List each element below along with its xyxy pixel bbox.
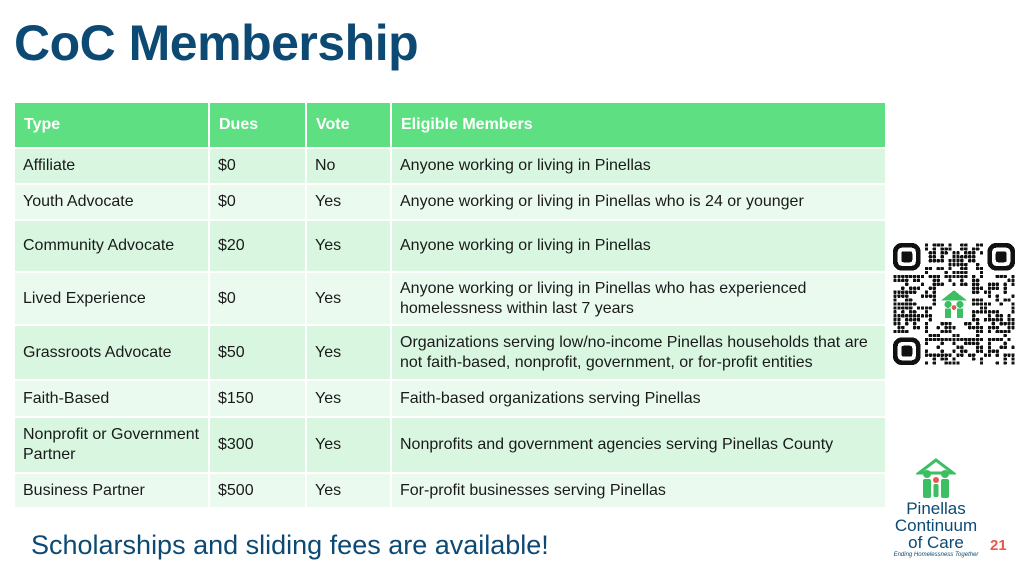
cell-dues: $50 (209, 325, 306, 380)
header-eligible-members: Eligible Members (391, 102, 886, 148)
cell-type: Faith-Based (14, 380, 209, 417)
cell-vote: Yes (306, 417, 391, 473)
cell-eligible: Anyone working or living in Pinellas (391, 148, 886, 184)
table-header-row (14, 102, 886, 148)
table-row (14, 473, 886, 508)
cell-eligible: Faith-based organizations serving Pinellas (391, 380, 886, 417)
cell-eligible: Anyone working or living in Pinellas (391, 220, 886, 272)
cell-vote: No (306, 148, 391, 184)
cell-eligible: Anyone working or living in Pinellas who has experienced homelessness within last 7 years (391, 272, 886, 325)
cell-dues: $20 (209, 220, 306, 272)
cell-type: Youth Advocate (14, 184, 209, 220)
cell-dues: $0 (209, 184, 306, 220)
scholarships-note: Scholarships and sliding fees are available! (31, 530, 549, 560)
cell-type: Nonprofit or Government Partner (14, 417, 209, 473)
table-row (14, 417, 886, 473)
cell-vote: Yes (306, 325, 391, 380)
table-row (14, 380, 886, 417)
cell-eligible: Nonprofits and government agencies serving Pinellas County (391, 417, 886, 473)
logo-tagline: Ending Homelessness Together (893, 552, 979, 558)
header-dues: Dues (209, 102, 306, 148)
family-house-logo-icon (916, 458, 956, 500)
cell-type: Grassroots Advocate (14, 325, 209, 380)
cell-vote: Yes (306, 184, 391, 220)
membership-table (13, 101, 885, 509)
table-row (14, 272, 886, 325)
table-row (14, 325, 886, 380)
cell-eligible: For-profit businesses serving Pinellas (391, 473, 886, 508)
cell-type: Lived Experience (14, 272, 209, 325)
logo-line-3: of Care (908, 533, 964, 552)
cell-dues: $150 (209, 380, 306, 417)
cell-eligible: Organizations serving low/no-income Pinellas households that are not faith-based, nonprofit, government, or for-profit entities (391, 325, 886, 380)
cell-eligible: Anyone working or living in Pinellas who is 24 or younger (391, 184, 886, 220)
cell-vote: Yes (306, 473, 391, 508)
table-row (14, 184, 886, 220)
header-vote: Vote (306, 102, 391, 148)
cell-dues: $0 (209, 272, 306, 325)
cell-vote: Yes (306, 220, 391, 272)
page-number: 21 (990, 537, 1007, 554)
page-title: CoC Membership (14, 15, 419, 71)
cell-type: Business Partner (14, 473, 209, 508)
qr-code-icon[interactable] (893, 243, 1015, 365)
table-row (14, 148, 886, 184)
cell-vote: Yes (306, 380, 391, 417)
cell-dues: $300 (209, 417, 306, 473)
cell-type: Community Advocate (14, 220, 209, 272)
cell-vote: Yes (306, 272, 391, 325)
cell-type: Affiliate (14, 148, 209, 184)
logo-line-2: Continuum (894, 516, 978, 535)
logo-line-1: Pinellas (906, 499, 966, 518)
table-row (14, 220, 886, 272)
cell-dues: $500 (209, 473, 306, 508)
header-type: Type (14, 102, 209, 148)
pinellas-coc-logo (884, 458, 988, 562)
cell-dues: $0 (209, 148, 306, 184)
